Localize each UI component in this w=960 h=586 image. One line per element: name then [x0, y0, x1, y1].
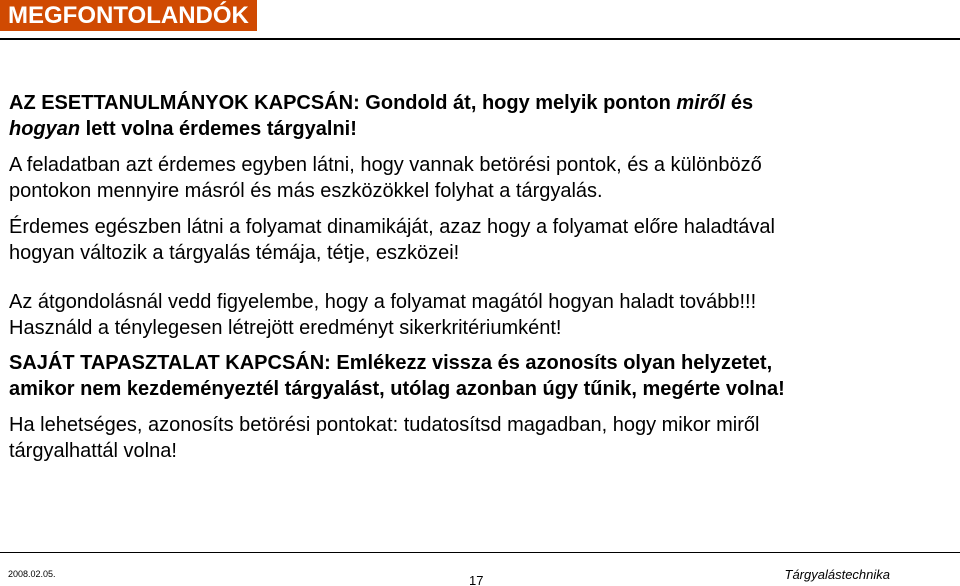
footer-course-name: Tárgyalástechnika [784, 567, 890, 582]
identify-breakpoints-line-1: Ha lehetséges, azonosíts betörési pontokat: tudatosítsd magadban, hogy mikor miről [9, 414, 760, 436]
own-experience-line-2: amikor nem kezdeményeztél tárgyalást, utólag azonban úgy tűnik, megérte volna! [9, 378, 785, 400]
case-study-paragraph [9, 90, 949, 142]
case-study-suffix: lett volna érdemes tárgyalni! [80, 118, 357, 140]
case-study-emphasis-what: miről [676, 92, 726, 114]
own-experience-paragraph [9, 350, 949, 402]
identify-breakpoints-line-2: tárgyalhattál volna! [9, 440, 177, 462]
case-study-prefix: AZ ESETTANULMÁNYOK KAPCSÁN: Gondold át, hogy melyik ponton [9, 92, 677, 114]
breakpoints-line-1: A feladatban azt érdemes egyben látni, hogy vannak betörési pontok, és a különböző [9, 154, 762, 176]
dynamics-paragraph [9, 214, 949, 266]
slide-content [9, 90, 949, 464]
breakpoints-paragraph [9, 152, 949, 204]
consideration-paragraph [9, 289, 949, 341]
dynamics-line-2: hogyan változik a tárgyalás témája, tétje, eszközei! [9, 242, 460, 264]
page-title: MEGFONTOLANDÓK [0, 0, 257, 31]
consideration-line-1: Az átgondolásnál vedd figyelembe, hogy a folyamat magától hogyan haladt tovább!!! [9, 291, 757, 313]
footer-divider [0, 552, 960, 553]
own-experience-line-1: SAJÁT TAPASZTALAT KAPCSÁN: Emlékezz vissza és azonosíts olyan helyzetet, [9, 352, 773, 374]
breakpoints-line-2: pontokon mennyire másról és más eszközökkel folyhat a tárgyalás. [9, 180, 603, 202]
identify-breakpoints-paragraph [9, 412, 949, 464]
case-study-mid: és [725, 92, 754, 114]
consideration-line-2: Használd a ténylegesen létrejött eredményt sikerkritériumként! [9, 317, 562, 339]
dynamics-line-1: Érdemes egészben látni a folyamat dinamikáját, azaz hogy a folyamat előre haladtával [9, 216, 775, 238]
title-divider [0, 38, 960, 40]
footer-date: 2008.02.05. [8, 569, 56, 579]
page-number: 17 [469, 573, 484, 586]
case-study-emphasis-how: hogyan [9, 118, 81, 140]
